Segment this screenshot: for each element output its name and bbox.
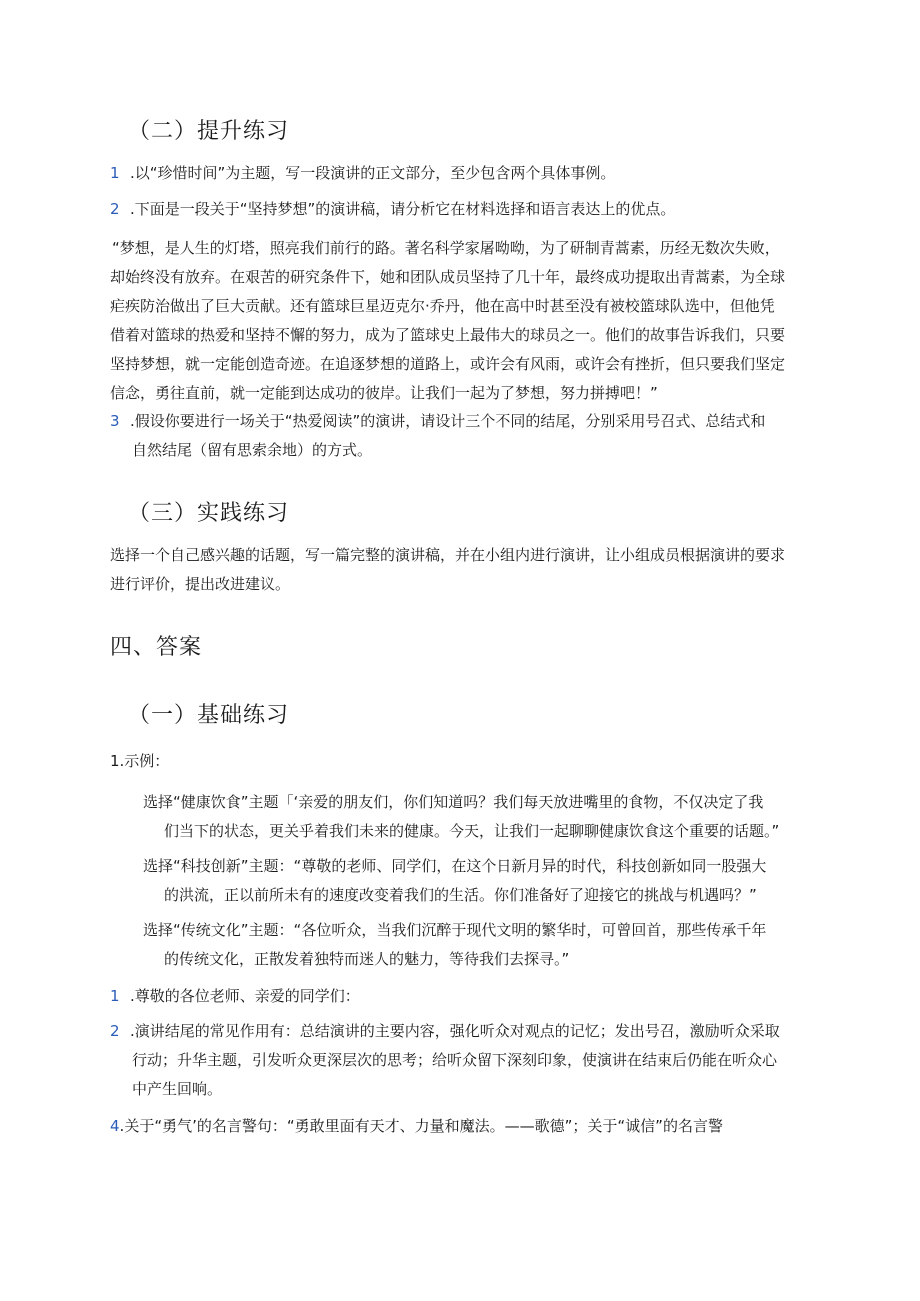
list-item — [110, 981, 360, 1011]
list-item — [110, 194, 675, 224]
speech-line: 借着对篮球的热爱和坚持不懈的努力，成为了篮球史上最伟大的球员之一。他们的故事告诉我们，只要 — [110, 326, 786, 344]
list-number: 1 — [110, 987, 120, 1005]
answer-label: 1.示例： — [110, 752, 170, 770]
speech-line: 信念，勇往直前，就一定能到达成功的彼岸。让我们一起为了梦想，努力拼搏吧！” — [110, 384, 658, 402]
list-number: 2 — [110, 1022, 120, 1040]
paragraph-line: 进行评价，提出改进建议。 — [110, 575, 291, 593]
list-item — [110, 158, 615, 188]
example-line: 们当下的状态，更关乎着我们未来的健康。今天，让我们一起聊聊健康饮食这个重要的话题。” — [164, 822, 780, 840]
list-text: .尊敬的各位老师、亲爱的同学们： — [130, 987, 360, 1005]
list-text-continued: 中产生回响。 — [132, 1080, 223, 1098]
speech-line: 坚持梦想，就一定能创造奇迹。在追逐梦想的道路上，或许会有风雨，或许会有挫折，但只要我们坚定 — [110, 355, 786, 373]
list-number: 2 — [110, 200, 120, 218]
list-text: .下面是一段关于“坚持梦想”的演讲稿，请分析它在材料选择和语言表达上的优点。 — [130, 200, 676, 218]
speech-line: 却始终没有放弃。在艰苦的研究条件下，她和团队成员坚持了几十年，最终成功提取出青蒿素，为全球 — [110, 268, 786, 286]
list-text: .以“珍惜时间”为主题，写一段演讲的正文部分，至少包含两个具体事例。 — [130, 164, 616, 182]
list-text: .假设你要进行一场关于“热爱阅读”的演讲，请设计三个不同的结尾，分别采用号召式、总结式和 — [130, 412, 766, 430]
list-text: .关于“勇气’的名言警句：“勇敢里面有天才、力量和魔法。——歌德”；关于“诚信”的名言警 — [119, 1117, 723, 1135]
list-text-continued: 行动；升华主题，引发听众更深层次的思考；给听众留下深刻印象，使演讲在结束后仍能在听众心 — [132, 1051, 778, 1069]
subsection-heading-basic: （一）基础练习 — [128, 703, 290, 728]
list-number: 4 — [110, 1117, 120, 1135]
section-heading-practice: （三）实践练习 — [128, 501, 290, 526]
example-line: 选择“科技创新”主题：“尊敬的老师、同学们，在这个日新月异的时代，科技创新如同一股强大 — [143, 857, 767, 875]
list-text-continued: 自然结尾（留有思索余地）的方式。 — [132, 441, 373, 459]
example-line: 选择“健康饮食”主题「‘亲爱的朋友们，你们知道吗？我们每天放进嘴里的食物，不仅决定了我 — [143, 793, 764, 811]
list-item — [110, 1016, 780, 1046]
example-line: 的洪流，正以前所未有的速度改变着我们的生活。你们准备好了迎接它的挑战与机遇吗？” — [164, 886, 757, 904]
example-line: 的传统文化，正散发着独特而迷人的魅力，等待我们去探寻。” — [164, 950, 570, 968]
speech-line: 疟疾防治做出了巨大贡献。还有篮球巨星迈克尔·乔丹，他在高中时甚至没有被校篮球队选中，但他凭 — [110, 297, 775, 315]
paragraph-line: 选择一个自己感兴趣的话题，写一篇完整的演讲稿，并在小组内进行演讲，让小组成员根据演讲的要求 — [110, 546, 786, 564]
list-item — [110, 406, 765, 436]
list-item — [110, 1111, 723, 1141]
section-heading-answers: 四、答案 — [110, 635, 203, 660]
speech-line: “梦想，是人生的灯塔，照亮我们前行的路。著名科学家屠呦呦，为了研制青蒿素，历经无数次失败， — [112, 239, 780, 257]
section-heading-improve: （二）提升练习 — [128, 119, 290, 144]
list-number: 1 — [110, 164, 120, 182]
list-text: .演讲结尾的常见作用有：总结演讲的主要内容，强化听众对观点的记忆；发出号召，激励听众采取 — [130, 1022, 780, 1040]
list-number: 3 — [110, 412, 120, 430]
example-line: 选择“传统文化”主题：“各位听众，当我们沉醉于现代文明的繁华时，可曾回首，那些传承千年 — [143, 921, 767, 939]
